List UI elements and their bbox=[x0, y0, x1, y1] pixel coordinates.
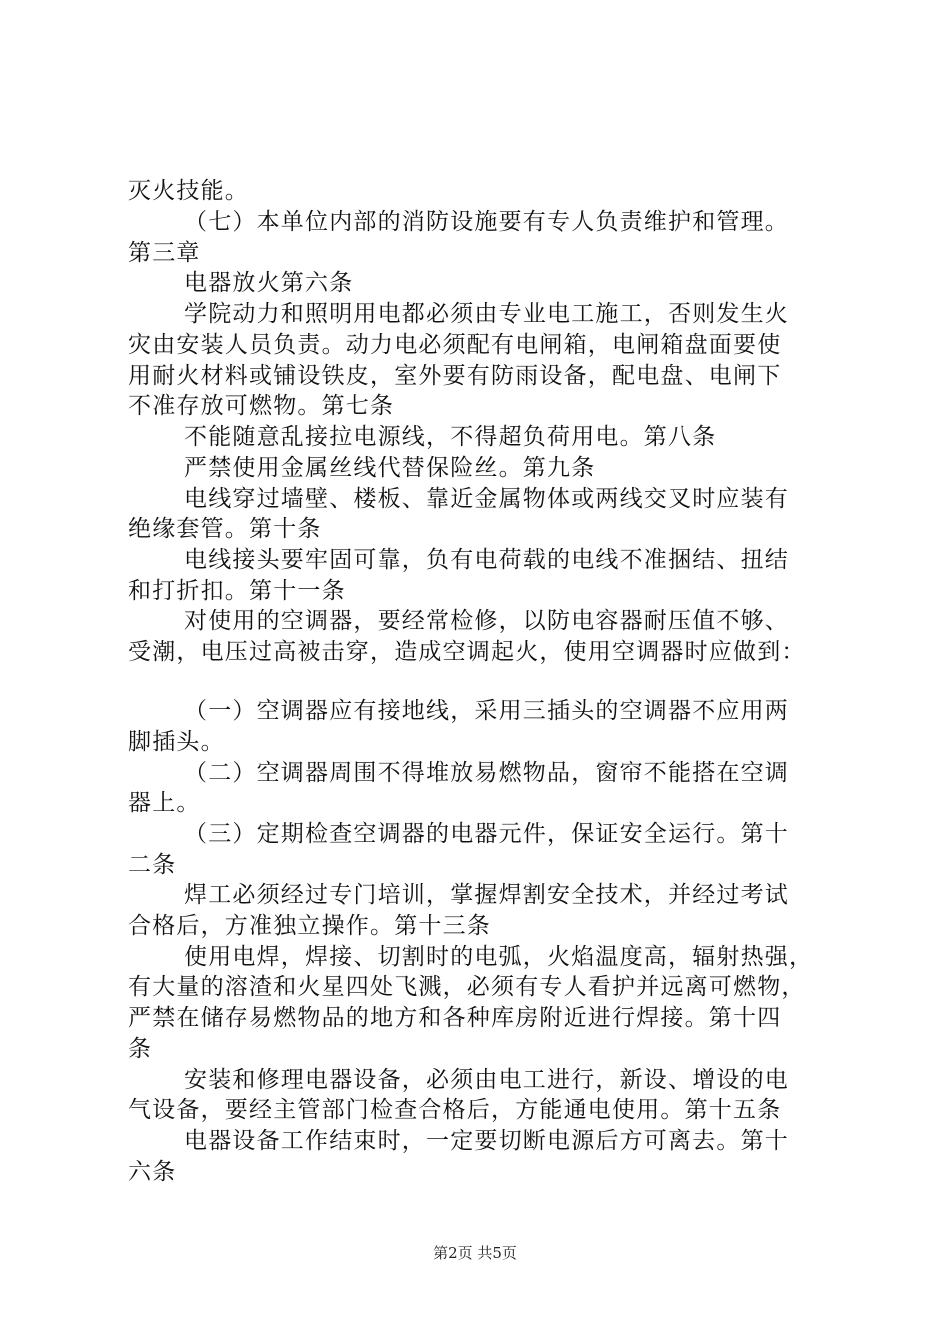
text-line: 电线接头要牢固可靠，负有电荷载的电线不准捆结、扭结 bbox=[184, 547, 789, 573]
text-line: 有大量的溶渣和火星四处飞溅，必须有专人看护并远离可燃物， bbox=[128, 974, 806, 1000]
text-line: 灾由安装人员负责。动力电必须配有电闸箱，电闸箱盘面要使 bbox=[128, 332, 782, 358]
text-line: 六条 bbox=[128, 1159, 177, 1185]
text-line: 电器设备工作结束时，一定要切断电源后方可离去。第十 bbox=[184, 1128, 789, 1154]
text-line: 器上。 bbox=[128, 790, 201, 816]
text-line: 焊工必须经过专门培训，掌握焊割安全技术，并经过考试 bbox=[184, 882, 789, 908]
text-line: 合格后，方准独立操作。第十三条 bbox=[128, 913, 491, 939]
text-line: 严禁在储存易燃物品的地方和各种库房附近进行焊接。第十四 bbox=[128, 1005, 782, 1031]
text-line: 脚插头。 bbox=[128, 729, 225, 755]
text-line: 安装和修理电器设备，必须由电工进行，新设、增设的电 bbox=[184, 1067, 789, 1093]
text-line: （七）本单位内部的消防设施要有专人负责维护和管理。 bbox=[184, 209, 789, 235]
text-line: 电线穿过墙壁、楼板、靠近金属物体或两线交叉时应装有 bbox=[184, 486, 789, 512]
text-line: 第三章 bbox=[128, 240, 201, 266]
page-indicator: 第2页 共5页 bbox=[433, 1244, 517, 1262]
text-line: 不准存放可燃物。第七条 bbox=[128, 393, 395, 419]
text-line: 绝缘套管。第十条 bbox=[128, 516, 322, 542]
text-line: 电器放火第六条 bbox=[184, 270, 354, 296]
text-line: 学院动力和照明用电都必须由专业电工施工，否则发生火 bbox=[184, 301, 789, 327]
text-line: 二条 bbox=[128, 852, 177, 878]
text-line: 不能随意乱接拉电源线，不得超负荷用电。第八条 bbox=[184, 424, 717, 450]
text-line: （三）定期检查空调器的电器元件，保证安全运行。第十 bbox=[184, 821, 789, 847]
text-line: 受潮，电压过高被击穿，造成空调起火，使用空调器时应做到： bbox=[128, 639, 806, 665]
text-line: 使用电焊，焊接、切割时的电弧，火焰温度高，辐射热强， bbox=[184, 944, 814, 970]
text-line: 严禁使用金属丝线代替保险丝。第九条 bbox=[184, 455, 596, 481]
text-line: 和打折扣。第十一条 bbox=[128, 578, 346, 604]
text-line: 气设备，要经主管部门检查合格后，方能通电使用。第十五条 bbox=[128, 1097, 782, 1123]
text-line: （一）空调器应有接地线，采用三插头的空调器不应用两 bbox=[184, 698, 789, 724]
text-line: （二）空调器周围不得堆放易燃物品，窗帘不能搭在空调 bbox=[184, 760, 789, 786]
text-line: 对使用的空调器，要经常检修，以防电容器耐压值不够、 bbox=[184, 608, 789, 634]
text-line: 用耐火材料或铺设铁皮，室外要有防雨设备，配电盘、电闸下 bbox=[128, 363, 782, 389]
text-line: 条 bbox=[128, 1036, 153, 1062]
text-line: 灭火技能。 bbox=[128, 178, 249, 204]
